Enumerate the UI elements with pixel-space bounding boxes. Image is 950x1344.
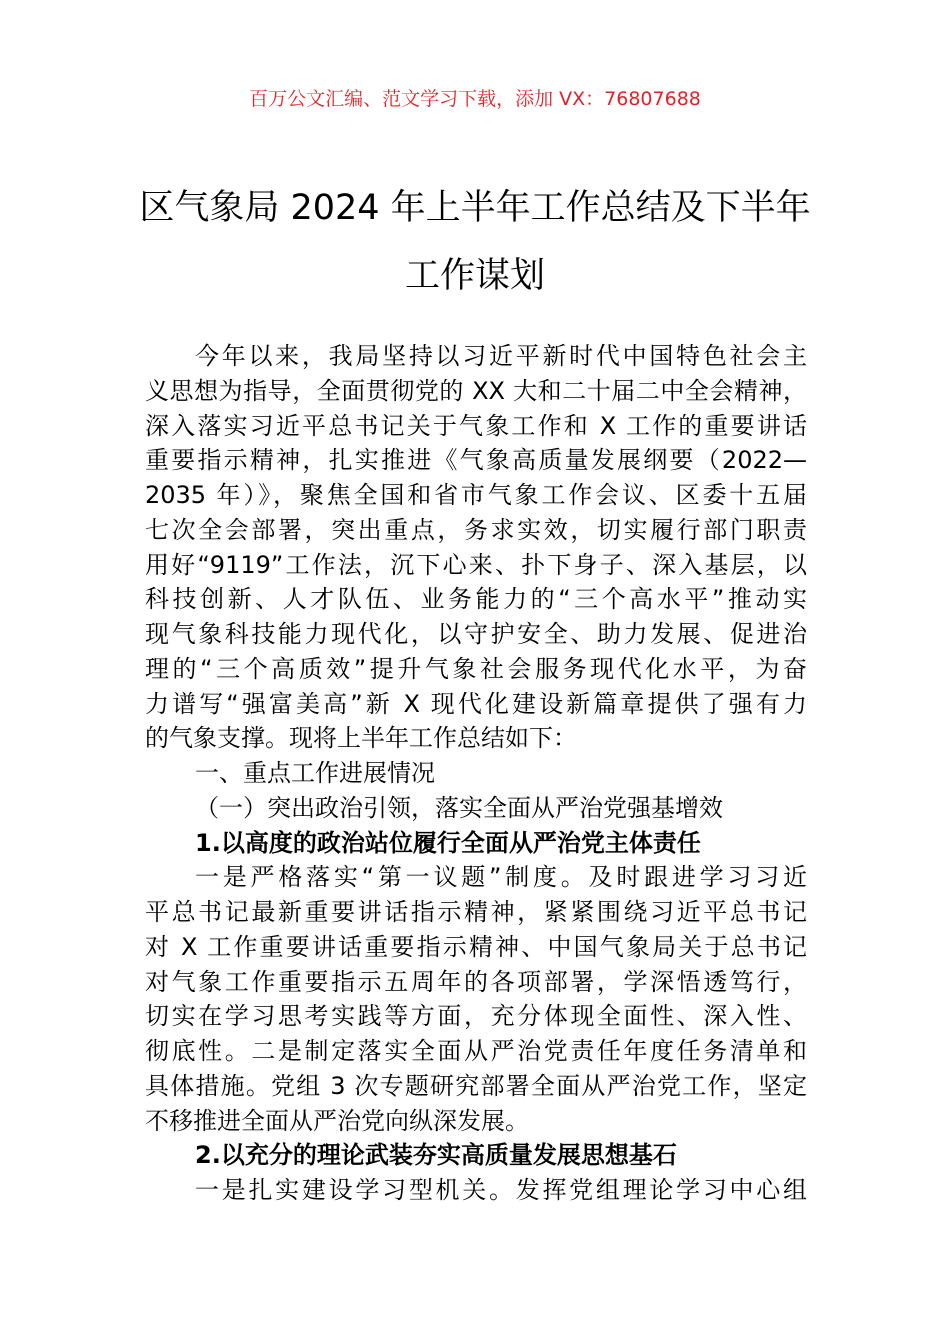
text-line: 用好“9119”工作法，沉下心来、扑下身子、深入基层，以 <box>145 550 807 579</box>
text-line: 一是严格落实“第一议题”制度。及时跟进学习习近 <box>195 863 807 892</box>
text-line: 一是扎实建设学习型机关。发挥党组理论学习中心组 <box>195 1176 807 1204</box>
text-line: 具体措施。党组 3 次专题研究部署全面从严治党工作，坚定 <box>145 1071 807 1100</box>
text-line: 平总书记最新重要讲话指示精神，紧紧围绕习近平总书记 <box>145 898 807 926</box>
section-heading-line: 1.以高度的政治站位履行全面从严治党主体责任 <box>195 828 701 857</box>
text-line: 对 X 工作重要讲话重要指示精神、中国气象局关于总书记 <box>145 932 807 961</box>
text-line: 力谱写“强富美高”新 X 现代化建设新篇章提供了强有力 <box>145 689 807 718</box>
text-line: 理的“三个高质效”提升气象社会服务现代化水平，为奋 <box>145 654 807 683</box>
document-title-line-2: 工作谋划 <box>404 256 545 296</box>
document-title-line-1: 区气象局 2024 年上半年工作总结及下半年 <box>139 188 811 228</box>
text-line: 一、重点工作进展情况 <box>195 759 435 787</box>
text-line: 彻底性。二是制定落实全面从严治党责任年度任务清单和 <box>145 1037 807 1065</box>
text-line: 七次全会部署，突出重点，务求实效，切实履行部门职责 <box>145 515 807 544</box>
text-line: 对气象工作重要指示五周年的各项部署，学深悟透笃行， <box>145 967 807 996</box>
text-line: 不移推进全面从严治党向纵深发展。 <box>145 1106 529 1135</box>
watermark-header: 百万公文汇编、范文学习下载，添加 VX：76807688 <box>249 88 701 110</box>
text-line: 2035 年）》，聚焦全国和省市气象工作会议、区委十五届 <box>145 481 807 509</box>
text-line: 深入落实习近平总书记关于气象工作和 X 工作的重要讲话 <box>145 411 807 440</box>
text-line: 的气象支撑。现将上半年工作总结如下： <box>145 724 577 753</box>
section-heading-line: 2.以充分的理论武装夯实高质量发展思想基石 <box>195 1141 677 1170</box>
text-line: 义思想为指导，全面贯彻党的 XX 大和二十届二中全会精神， <box>145 376 807 405</box>
text-line: 切实在学习思考实践等方面，充分体现全面性、深入性、 <box>145 1002 807 1031</box>
text-line: 重要指示精神，扎实推进《气象高质量发展纲要（2022— <box>145 446 807 475</box>
text-line: （一）突出政治引领，落实全面从严治党强基增效 <box>195 793 723 822</box>
text-line: 现气象科技能力现代化，以守护安全、助力发展、促进治 <box>145 620 807 648</box>
text-line: 科技创新、人才队伍、业务能力的“三个高水平”推动实 <box>145 585 807 614</box>
text-line: 今年以来，我局坚持以习近平新时代中国特色社会主 <box>195 342 807 370</box>
document-body <box>145 339 807 1208</box>
